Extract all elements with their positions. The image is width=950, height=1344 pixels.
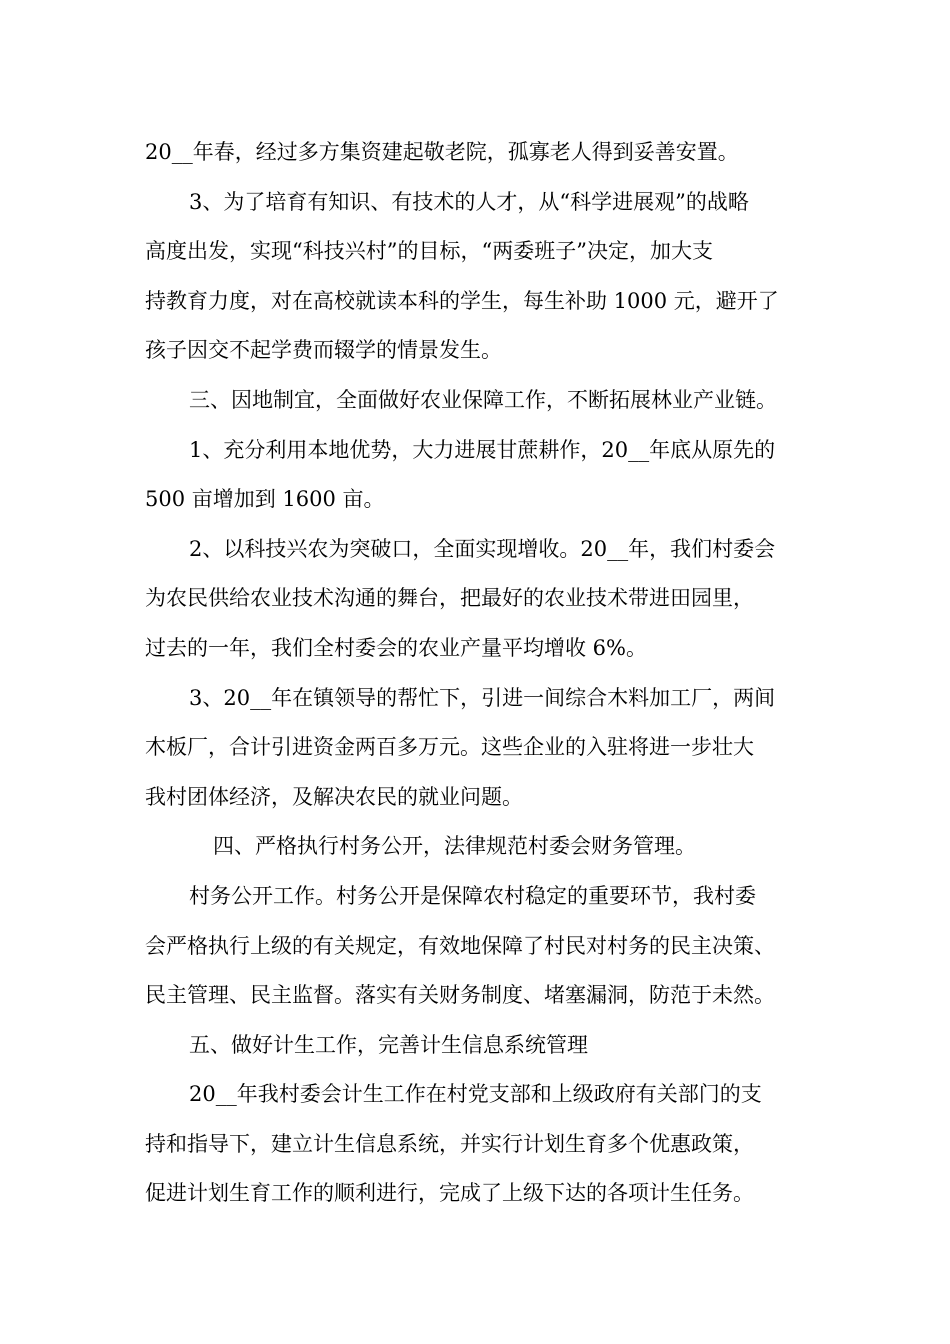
- text-line: 会严格执行上级的有关规定，有效地保障了村民对村务的民主决策、: [145, 933, 775, 958]
- text-line: 20__年春，经过多方集资建起敬老院，孤寡老人得到妥善安置。: [145, 140, 739, 164]
- text-line: 3、20__年在镇领导的帮忙下，引进一间综合木料加工厂，两间: [189, 685, 776, 710]
- text-line: 为农民供给农业技术沟通的舞台，把最好的农业技术带进田园里，: [145, 586, 754, 611]
- text-line: 3、为了培育有知识、有技术的人才，从“科学进展观”的战略: [189, 189, 749, 214]
- text-line: 持和指导下，建立计生信息系统，并实行计划生育多个优惠政策，: [145, 1131, 754, 1156]
- section-heading: 五、做好计生工作，完善计生信息系统管理: [189, 1032, 588, 1057]
- text-line: 我村团体经济，及解决农民的就业问题。: [145, 784, 523, 809]
- section-heading: 三、因地制宜，全面做好农业保障工作，不断拓展林业产业链。: [189, 387, 777, 412]
- text-line: 促进计划生育工作的顺利进行，完成了上级下达的各项计生任务。: [145, 1181, 754, 1206]
- text-line: 民主管理、民主监督。落实有关财务制度、堵塞漏洞，防范于未然。: [145, 983, 775, 1008]
- text-line: 20__年我村委会计生工作在村党支部和上级政府有关部门的支: [189, 1082, 762, 1107]
- section-heading: 四、严格执行村务公开，法律规范村委会财务管理。: [213, 834, 696, 859]
- text-line: 500 亩增加到 1600 亩。: [145, 487, 385, 512]
- text-line: 过去的一年，我们全村委会的农业产量平均增收 6%。: [145, 635, 647, 660]
- document-body: [145, 128, 815, 1219]
- text-line: 持教育力度，对在高校就读本科的学生，每生补助 1000 元，避开了: [145, 288, 779, 313]
- text-line: 高度出发，实现“科技兴村”的目标，“两委班子”决定，加大支: [145, 239, 713, 264]
- text-line: 1、充分利用本地优势，大力进展甘蔗耕作，20__年底从原先的: [189, 437, 776, 462]
- text-line: 孩子因交不起学费而辍学的情景发生。: [145, 338, 502, 363]
- text-line: 木板厂，合计引进资金两百多万元。这些企业的入驻将进一步壮大: [145, 735, 754, 760]
- text-line: 2、以科技兴农为突破口，全面实现增收。20__年，我们村委会: [189, 536, 776, 561]
- text-line: 村务公开工作。村务公开是保障农村稳定的重要环节，我村委: [189, 883, 756, 908]
